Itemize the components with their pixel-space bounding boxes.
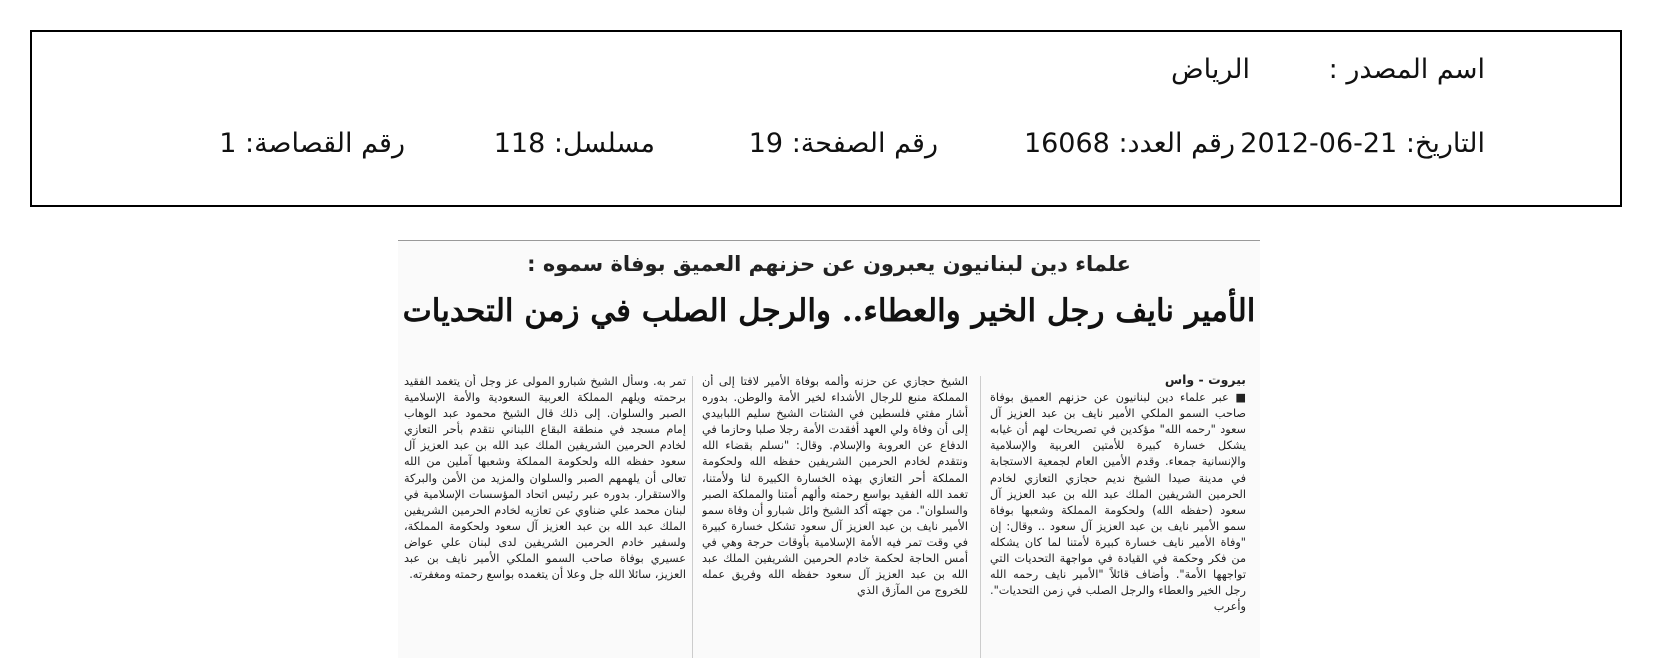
column-separator — [980, 376, 981, 658]
column-1-text: ■ عبر علماء دين لبنانيون عن حزنهم العميق بوفاة صاحب السمو الملكي الأمير نايف بن عبد العزيز آل سعود "رحمه الله" مؤكدين في تصريحات لهم أن غيابه يشكل خسارة كبيرة للأمتين العربية والإسلامية والإنسانية جمعاء. وقدم الأمين العام لجمعية الاستجابة في مدينة صيدا الشيخ نديم حجازي التعازي لخادم الحرمين الشريفين الملك عبد الله بن عبد العزيز آل سعود (حفظه الله) ولحكومة المملكة وشعبها بوفاة سمو الأمير نايف بن عبد العزيز آل سعود .. وقال: إن "وفاة الأمير نايف خسارة كبيرة لأمتنا لما كان يشكله من فكر وحكمة في القيادة في مواجهة التحديات التي تواجهها الأمة". وأضاف قائلاً "الأمير نايف رحمه الله رجل الخير والعطاء والرجل الصلب في زمن التحديات". وأعرب — [990, 391, 1246, 614]
article-column-1 — [990, 372, 1246, 658]
article-headline: الأمير نايف رجل الخير والعطاء.. والرجل الصلب في زمن التحديات — [402, 293, 1256, 329]
issue-number-field: رقم العدد: 16068 — [1023, 128, 1235, 159]
page-number-field: رقم الصفحة: 19 — [748, 128, 938, 159]
clipping-top-rule — [398, 240, 1260, 241]
column-2-text: الشيخ حجازي عن حزنه وألمه بوفاة الأمير لافتا إلى أن المملكة منبع للرجال الأشداء لخير الأمة والوطن. بدوره أشار مفتي فلسطين في الشتات الشيخ سليم اللبابيدي إلى أن وفاة ولي العهد أفقدت الأمة رجلا صلبا وحازما في الدفاع عن العروبة والإسلام. وقال: "نسلم بقضاء الله ونتقدم لخادم الحرمين الشريفين حفظه الله ولحكومة المملكة أحر التعازي بهذه الخسارة الكبيرة لنا ولأمتنا، تغمد الله الفقيد بواسع رحمته وألهم أمتنا والمملكة الصبر والسلوان". من جهته أكد الشيخ وائل شبارو أن وفاة سمو الأمير نايف بن عبد العزيز آل سعود تشكل خسارة كبيرة في وقت تمر فيه الأمة الإسلامية بأوقات حرجة وهي في أمس الحاجة لحكمة خادم الحرمين الشريفين الملك عبد الله بن عبد العزيز آل سعود حفظه الله وفريق عمله للخروج من المآزق الذي — [702, 375, 968, 598]
article-column-2 — [702, 374, 968, 658]
article-dateline: بيروت - واس — [1164, 372, 1246, 387]
date-field: التاريخ: 21-06-2012 — [1240, 128, 1485, 159]
clip-number-field: رقم القصاصة: 1 — [219, 128, 405, 159]
source-value: الرياض — [1170, 54, 1250, 85]
article-subheadline: علماء دين لبنانيون يعبرون عن حزنهم العميق بوفاة سموه : — [527, 252, 1131, 276]
column-separator — [692, 376, 693, 658]
source-label: اسم المصدر : — [1328, 54, 1485, 85]
serial-number-field: مسلسل: 118 — [493, 128, 655, 159]
column-3-text: تمر به. وسأل الشيخ شبارو المولى عز وجل أن يتغمد الفقيد برحمته ويلهم المملكة العربية السعودية والأمة الإسلامية الصبر والسلوان. إلى ذلك قال الشيخ محمود عبد الوهاب إمام مسجد في منطقة البقاع اللبناني نتقدم بأحر التعازي لخادم الحرمين الشريفين الملك عبد الله بن عبد العزيز آل سعود حفظه الله ولحكومة المملكة وشعبها آملين من الله تعالى أن يلهمهم الصبر والسلوان والمزيد من الأمن والبركة والاستقرار. بدوره عبر رئيس اتحاد المؤسسات الإسلامية في لبنان محمد علي ضناوي عن تعازيه لخادم الحرمين الشريفين الملك عبد الله بن عبد العزيز آل سعود ولحكومة المملكة، ولسفير خادم الحرمين الشريفين لدى لبنان علي عواض عسيري بوفاة صاحب السمو الملكي الأمير نايف بن عبد العزيز، سائلا الله جل وعلا أن يتغمده بواسع رحمته ومغفرته. — [404, 375, 686, 582]
article-column-3 — [404, 374, 686, 658]
